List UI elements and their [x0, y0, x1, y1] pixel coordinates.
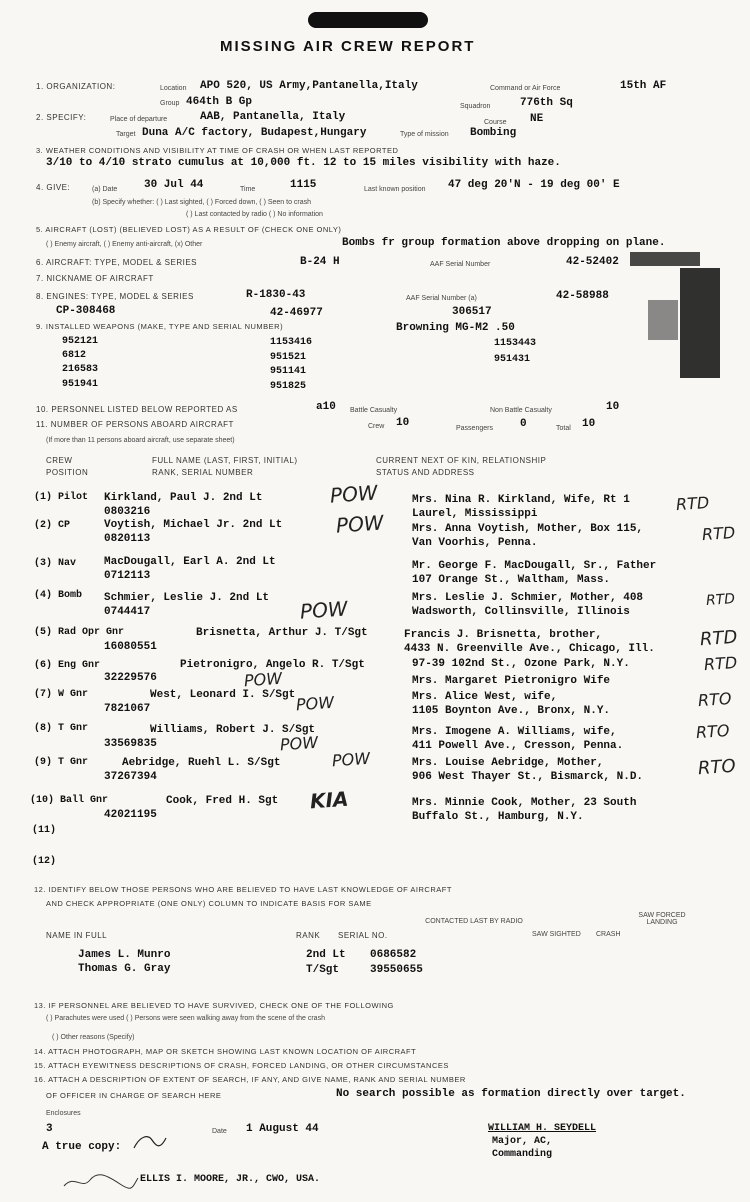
s4-time-label: Time — [240, 186, 256, 193]
s4-position-label: Last known position — [364, 186, 426, 193]
s10-battle: Battle Casualty — [350, 407, 398, 414]
s8-serial-label: AAF Serial Number (a) — [406, 295, 477, 302]
s6-serial: 42-52402 — [566, 256, 619, 268]
s12-header-forced: SAW FORCED LANDING — [638, 912, 686, 926]
s11-crew: 10 — [396, 417, 410, 429]
s4-specify: (b) Specify whether: ( ) Last sighted, ( ) Forced down, ( ) Seen to crash — [92, 199, 312, 206]
s4-contact: ( ) Last contacted by radio ( ) No information — [186, 211, 323, 218]
s1-location-label: Location — [160, 85, 187, 92]
s9-make: Browning MG-M2 .50 — [396, 322, 515, 334]
handwritten-signature — [60, 1170, 140, 1194]
s6-label: 6. AIRCRAFT: TYPE, MODEL & SERIES — [36, 258, 197, 267]
s12-header-rank: RANK — [296, 931, 321, 940]
crew-row-11-number: (11) — [32, 825, 57, 836]
crew-name: MacDougall, Earl A. 2nd Lt — [104, 556, 276, 568]
weapon-7: 216583 — [62, 364, 99, 375]
crew-serial: 0803216 — [104, 506, 151, 518]
certifier-name: ELLIS I. MOORE, JR., CWO, USA. — [140, 1174, 321, 1185]
crew-return-status: RTO — [697, 688, 733, 711]
crew-position: (6) Eng Gnr — [34, 660, 101, 671]
crew-name: Pietronigro, Angelo R. T/Sgt — [180, 659, 365, 671]
s8-serial-b: CP-308468 — [56, 305, 116, 317]
crew-name: Voytish, Michael Jr. 2nd Lt — [104, 519, 283, 531]
crew-position: (3) Nav — [34, 558, 77, 569]
s10-label: 10. PERSONNEL LISTED BELOW REPORTED AS — [36, 405, 238, 414]
crew-address: 906 West Thayer St., Bismarck, N.D. — [412, 771, 644, 783]
crew-name: Aebridge, Ruehl L. S/Sgt — [122, 757, 281, 769]
s3-label: 3. WEATHER CONDITIONS AND VISIBILITY AT TIME OF CRASH OR WHEN LAST REPORTED — [36, 146, 399, 155]
crew-address: Van Voorhis, Penna. — [412, 537, 538, 549]
s12-header-crash: CRASH — [596, 931, 621, 938]
crew-return-status: RTD — [705, 591, 736, 609]
handwritten-signature — [130, 1130, 170, 1154]
crew-kin: Francis J. Brisnetta, brother, — [404, 629, 603, 641]
crew-name: Schmier, Leslie J. 2nd Lt — [104, 592, 270, 604]
crew-return-status: RTD — [701, 522, 736, 545]
s10-count: 10 — [606, 401, 620, 413]
s11-pass: 0 — [520, 418, 527, 430]
s1-squadron: 776th Sq — [520, 97, 573, 109]
form-title: MISSING AIR CREW REPORT — [220, 38, 476, 55]
s5-label: 5. AIRCRAFT (LOST) (BELIEVED LOST) AS A RESULT OF (CHECK ONE ONLY) — [36, 225, 342, 234]
crew-name: Brisnetta, Arthur J. T/Sgt — [196, 627, 368, 639]
s14-label: 14. ATTACH PHOTOGRAPH, MAP OR SKETCH SHOWING LAST KNOWN LOCATION OF AIRCRAFT — [34, 1047, 417, 1056]
crew-position: (8) T Gnr — [34, 723, 89, 734]
weapon-2: 1153416 — [270, 337, 313, 348]
hdr-crew: CREW — [46, 456, 73, 465]
witness-serial: 39550655 — [370, 964, 423, 976]
s1-label: 1. ORGANIZATION: — [36, 82, 116, 91]
crew-position: (9) T Gnr — [34, 757, 89, 768]
s12-header-serial: SERIAL NO. — [338, 931, 388, 940]
crew-serial: 33569835 — [104, 738, 157, 750]
crew-kin: Mrs. Minnie Cook, Mother, 23 South — [412, 797, 637, 809]
s15-label: 15. ATTACH EYEWITNESS DESCRIPTIONS OF CRASH, FORCED LANDING, OR OTHER CIRCUMSTANCES — [34, 1061, 449, 1070]
s6-serial-label: AAF Serial Number — [430, 261, 491, 268]
s8-serial-c: 42-46977 — [270, 307, 323, 319]
enclosures-count: 3 — [46, 1123, 53, 1135]
crew-address: 1105 Boynton Ave., Bronx, N.Y. — [412, 705, 611, 717]
s2-mission: Bombing — [470, 127, 517, 139]
s8-label: 8. ENGINES: TYPE, MODEL & SERIES — [36, 292, 194, 301]
s8-type: R-1830-43 — [246, 289, 306, 301]
s16-value: No search possible as formation directly over target. — [336, 1088, 686, 1100]
s6-type: B-24 H — [300, 256, 340, 268]
crew-position: (2) CP — [34, 520, 71, 531]
s2-course-label: Course — [484, 119, 507, 126]
crew-kin: Mrs. Leslie J. Schmier, Mother, 408 — [412, 592, 644, 604]
s4-position: 47 deg 20'N - 19 deg 00' E — [448, 179, 620, 191]
crew-kin: Mrs. Anna Voytish, Mother, Box 115, — [412, 523, 644, 535]
signer-name: WILLIAM H. SEYDELL — [488, 1123, 597, 1134]
s3-value: 3/10 to 4/10 strato cumulus at 10,000 ft. 12 to 15 miles visibility with haze. — [46, 157, 561, 169]
s13-label: 13. IF PERSONNEL ARE BELIEVED TO HAVE SURVIVED, CHECK ONE OF THE FOLLOWING — [34, 1001, 394, 1010]
s10-a: a10 — [316, 401, 336, 413]
hdr-address: STATUS AND ADDRESS — [376, 468, 475, 477]
stamp-mark — [630, 252, 700, 266]
s8-serial-a: 42-58988 — [556, 290, 609, 302]
s2-mission-label: Type of mission — [400, 131, 449, 138]
s13-options: ( ) Parachutes were used ( ) Persons were seen walking away from the scene of the crash — [46, 1015, 325, 1022]
hdr-status: CURRENT NEXT OF KIN, RELATIONSHIP — [376, 456, 547, 465]
crew-return-status: RTD — [699, 626, 739, 651]
weapon-10: 951825 — [270, 381, 307, 392]
s11-label: 11. NUMBER OF PERSONS ABOARD AIRCRAFT — [36, 420, 234, 429]
hdr-position: POSITION — [46, 468, 89, 477]
crew-status-mark: POW — [335, 510, 385, 538]
crew-serial: 7821067 — [104, 703, 151, 715]
crew-position: (4) Bomb — [34, 590, 83, 601]
s2-course: NE — [530, 113, 544, 125]
s11-total-label: Total — [556, 425, 571, 432]
s1-squadron-label: Squadron — [460, 103, 491, 110]
s7-label: 7. NICKNAME OF AIRCRAFT — [36, 274, 154, 283]
stamp-mark — [680, 268, 720, 378]
crew-address: 4433 N. Greenville Ave., Chicago, Ill. — [404, 643, 655, 655]
crew-name: Kirkland, Paul J. 2nd Lt — [104, 492, 263, 504]
s2-target-label: Target — [116, 131, 136, 138]
s11-total: 10 — [582, 418, 596, 430]
enclosures-label: Enclosures — [46, 1110, 81, 1117]
crew-return-status: RTD — [675, 492, 710, 515]
crew-position: (1) Pilot — [34, 492, 89, 503]
weapon-9: 951941 — [62, 379, 99, 390]
s5-other: Bombs fr group formation above dropping on plane. — [342, 237, 666, 249]
crew-serial: 32229576 — [104, 672, 157, 684]
witness-rank: T/Sgt — [306, 964, 340, 976]
crew-serial: 0820113 — [104, 533, 151, 545]
crew-status-mark: POW — [295, 692, 335, 715]
s9-label: 9. INSTALLED WEAPONS (MAKE, TYPE AND SERIAL NUMBER) — [36, 322, 284, 331]
weapon-8: 951141 — [270, 366, 307, 377]
witness-serial: 0686582 — [370, 949, 417, 961]
crew-serial: 37267394 — [104, 771, 157, 783]
s5-options: ( ) Enemy aircraft, ( ) Enemy anti-aircraft, (x) Other — [46, 241, 203, 248]
weapon-1: 952121 — [62, 336, 99, 347]
crew-address: Laurel, Mississippi — [412, 508, 538, 520]
s16-label: 16. ATTACH A DESCRIPTION OF EXTENT OF SEARCH, IF ANY, AND GIVE NAME, RANK AND SERIAL NUMBER — [34, 1075, 466, 1084]
s12-label: 12. IDENTIFY BELOW THOSE PERSONS WHO ARE BELIEVED TO HAVE LAST KNOWLEDGE OF AIRCRAFT — [34, 885, 452, 894]
s11-pass-label: Passengers — [456, 425, 493, 432]
signer-title: Commanding — [492, 1149, 553, 1160]
crew-address: 107 Orange St., Waltham, Mass. — [412, 574, 611, 586]
s16-label-2: OF OFFICER IN CHARGE OF SEARCH HERE — [46, 1091, 222, 1100]
crew-name: Cook, Fred H. Sgt — [166, 795, 279, 807]
s4-time: 1115 — [290, 179, 317, 191]
s10-nonbattle: Non Battle Casualty — [490, 407, 552, 414]
crew-kin: Mrs. Louise Aebridge, Mother, — [412, 757, 604, 769]
crew-position: (5) Rad Opr Gnr — [34, 627, 125, 638]
crew-serial: 0744417 — [104, 606, 151, 618]
hdr-rank: RANK, SERIAL NUMBER — [152, 468, 254, 477]
s2-target: Duna A/C factory, Budapest,Hungary — [142, 127, 367, 139]
crew-name: Williams, Robert J. S/Sgt — [150, 724, 316, 736]
date-label: Date — [212, 1128, 227, 1135]
crew-kin: Mrs. Imogene A. Williams, wife, — [412, 726, 617, 738]
stamp-mark — [648, 300, 678, 340]
signer-rank: Major, AC, — [492, 1136, 553, 1147]
s13-other: ( ) Other reasons (Specify) — [52, 1034, 135, 1041]
s2-departure: AAB, Pantanella, Italy — [200, 111, 346, 123]
crew-kin: Mr. George F. MacDougall, Sr., Father — [412, 560, 657, 572]
crew-address: 411 Powell Ave., Cresson, Penna. — [412, 740, 624, 752]
crew-serial: 42021195 — [104, 809, 157, 821]
crew-return-status: RTO — [697, 755, 737, 780]
s4-label: 4. GIVE: — [36, 183, 71, 192]
s4-date-label: (a) Date — [92, 186, 118, 193]
crew-serial: 16080551 — [104, 641, 157, 653]
s1-command: 15th AF — [620, 80, 667, 92]
report-date: 1 August 44 — [246, 1123, 319, 1135]
crew-kin: Mrs. Alice West, wife, — [412, 691, 558, 703]
weapon-6: 951431 — [494, 354, 531, 365]
crew-status-mark: POW — [329, 480, 379, 508]
crew-status-mark: POW — [279, 732, 319, 755]
s11-crew-label: Crew — [368, 423, 385, 430]
crew-status-mark: POW — [243, 668, 283, 691]
crew-position: (10) Ball Gnr — [30, 795, 109, 806]
s12-header-sighted: SAW SIGHTED — [532, 931, 581, 938]
redaction-mark — [308, 12, 428, 28]
s1-group: 464th B Gp — [186, 96, 253, 108]
crew-address: Wadsworth, Collinsville, Illinois — [412, 606, 630, 618]
crew-kin: 97-39 102nd St., Ozone Park, N.Y. — [412, 658, 630, 670]
crew-return-status: RTO — [695, 720, 731, 743]
crew-address: Buffalo St., Hamburg, N.Y. — [412, 811, 584, 823]
s1-command-label: Command or Air Force — [490, 85, 561, 92]
witness-rank: 2nd Lt — [306, 949, 346, 961]
s1-group-label: Group — [160, 100, 180, 107]
s11-note: (If more than 11 persons aboard aircraft, use separate sheet) — [46, 437, 235, 444]
weapon-4: 6812 — [62, 350, 87, 361]
s12-header-name: NAME IN FULL — [46, 931, 108, 940]
s2-departure-label: Place of departure — [110, 116, 168, 123]
hdr-name: FULL NAME (LAST, FIRST, INITIAL) — [152, 456, 298, 465]
witness-name: Thomas G. Gray — [78, 963, 171, 975]
s12-label-2: AND CHECK APPROPRIATE (ONE ONLY) COLUMN TO INDICATE BASIS FOR SAME — [46, 899, 372, 908]
s8-serial-d: 306517 — [452, 306, 492, 318]
s12-header-radio: CONTACTED LAST BY RADIO — [425, 918, 523, 925]
s1-location: APO 520, US Army,Pantanella,Italy — [200, 80, 418, 92]
s2-label: 2. SPECIFY: — [36, 113, 87, 122]
crew-address: Mrs. Margaret Pietronigro Wife — [412, 675, 611, 687]
crew-name: West, Leonard I. S/Sgt — [150, 689, 296, 701]
weapon-3: 1153443 — [494, 338, 537, 349]
crew-position: (7) W Gnr — [34, 689, 89, 700]
true-copy-label: A true copy: — [42, 1141, 122, 1153]
s4-date: 30 Jul 44 — [144, 179, 204, 191]
witness-name: James L. Munro — [78, 949, 171, 961]
weapon-5: 951521 — [270, 352, 307, 363]
crew-status-mark: KIA — [309, 786, 350, 814]
crew-status-mark: POW — [331, 748, 371, 771]
crew-row-12-number: (12) — [32, 856, 57, 867]
crew-return-status: RTD — [703, 652, 738, 675]
crew-serial: 0712113 — [104, 570, 151, 582]
crew-kin: Mrs. Nina R. Kirkland, Wife, Rt 1 — [412, 494, 630, 506]
crew-status-mark: POW — [299, 596, 349, 624]
